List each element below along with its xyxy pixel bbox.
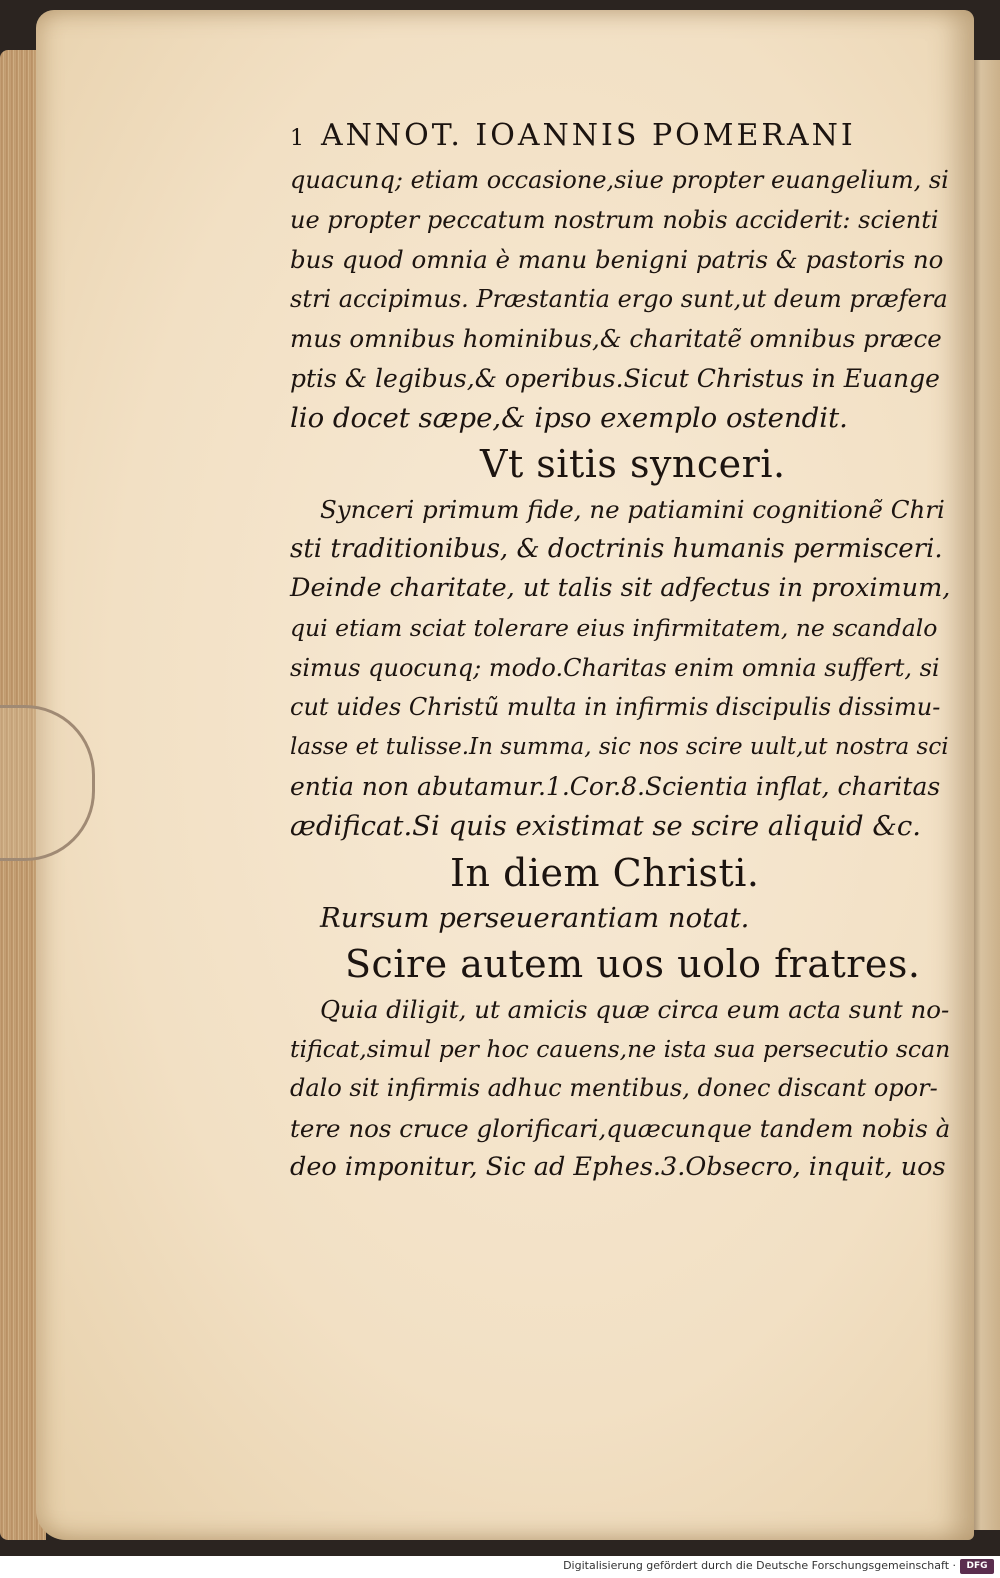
text-line: dalo sit infirmis adhuc mentibus, donec discant opor- [290,1074,938,1103]
text-line: lasse et tulisse.In summa, sic nos scire uult,ut nostra sci [290,733,949,760]
text-line: Deinde charitate, ut talis sit adfectus in proximum, [290,573,951,604]
section-heading: In diem Christi. [450,850,760,895]
text-line: qui etiam sciat tolerare eius infirmitatem, ne scandalo [290,613,938,642]
text-line: Synceri primum fide, ne patiamini cognitionẽ Chri [320,495,945,525]
text-line: quacunq; etiam occasione,siue propter euangelium, si [290,166,949,194]
text-line: Rursum perseuerantiam notat. [320,901,750,934]
text-line: ædificat.Si quis existimat se scire aliquid &c. [290,809,921,842]
funding-credit: Digitalisierung gefördert durch die Deutsche Forschungsgemeinschaft · [563,1559,956,1572]
text-line: lio docet sæpe,& ipso exemplo ostendit. [290,401,848,434]
running-header [290,118,950,153]
text-line: entia non abutamur.1.Cor.8.Scientia inflat, charitas [290,772,941,802]
paragraph [290,899,950,939]
digitization-footer [0,1556,1000,1578]
text-line: bus quod omnia è manu benigni patris & pastoris no [290,245,944,275]
paragraph [290,161,950,438]
page-text [290,118,950,1188]
paragraph [290,990,950,1188]
dfg-logo: DFG [960,1559,994,1574]
text-line: mus omnibus hominibus,& charitatẽ omnibus præce [290,324,942,354]
section-heading: Scire autem uos uolo fratres. [345,942,921,987]
section-heading: Vt sitis synceri. [480,442,786,487]
header-title: ANNOT. IOANNIS POMERANI [321,118,856,153]
text-line: Quia diligit, ut amicis quæ circa eum acta sunt no- [320,995,950,1025]
text-line: ue propter peccatum nostrum nobis acciderit: scienti [290,205,939,234]
header-mark: 1 [290,126,307,151]
paragraph [290,490,950,846]
text-line: stri accipimus. Præstantia ergo sunt,ut deum præfera [290,284,948,313]
text-line: simus quocunq; modo.Charitas enim omnia suffert, si [290,653,940,682]
text-line: deo imponitur, Sic ad Ephes.3.Obsecro, inquit, uos [290,1152,946,1183]
text-line: ptis & legibus,& operibus.Sicut Christus in Euange [290,363,940,393]
text-line: cut uides Christũ multa in infirmis discipulis dissimu- [290,693,941,722]
text-line: tere nos cruce glorificari,quæcunque tandem nobis à [290,1113,951,1143]
text-line: tificat,simul per hoc cauens,ne ista sua persecutio scan [290,1034,951,1063]
text-line: sti traditionibus, & doctrinis humanis permisceri. [290,533,943,564]
